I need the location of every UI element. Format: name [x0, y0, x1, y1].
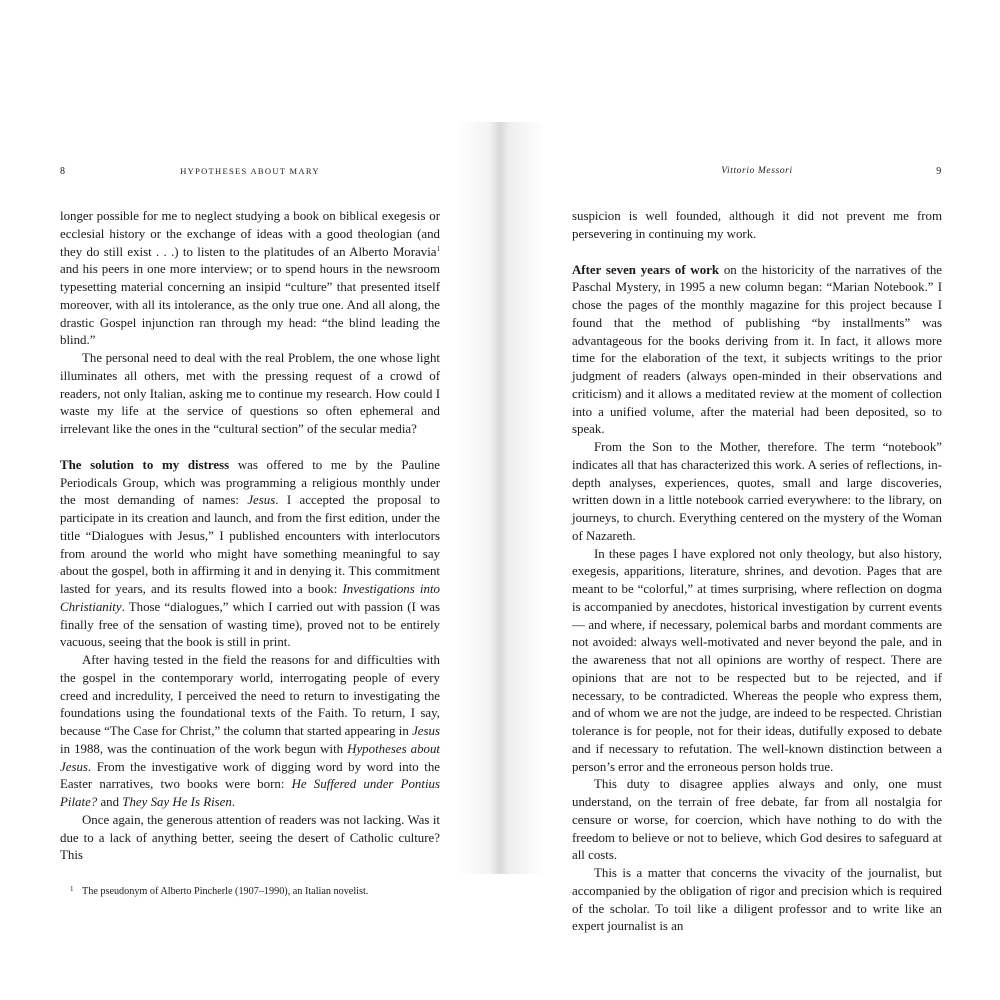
book-gutter-shadow: [455, 122, 545, 874]
paragraph: This is a matter that concerns the vivacity of the journalist, but accompanied by the obligation of rigor and precision which is required of the scholar. To toil like a diligent professor and to write like an expert journalist is an: [572, 866, 942, 934]
right-page-text: [572, 208, 942, 936]
left-page: [60, 160, 440, 898]
right-page-header: [572, 160, 942, 180]
paragraph: In these pages I have explored not only theology, but also history, exegesis, apparitions, literature, shrines, and devotion. Pages that are meant to be “colorful,” at times surprising, where reflection on dogma is accompanied by anecdotes, historical investigation by current events — and where, if necessary, polemical barbs and mordant comments are not avoided: always well-motivated and never beyond the pale, and in the awareness that not all opinions are worthy of respect. There are opinions that are not to be respected but to be rejected, and if necessary, to be contradicted. Whereas the people who express them, and of whom we are not the judge, are indeed to be respected. Christian tolerance is for people, not for their ideas, dutifully exposed to debate and if necessary to refutation. The well-known distinction between a person’s error and the erroneous person holds true.: [572, 546, 942, 774]
right-page: [572, 160, 942, 936]
paragraph: This duty to disagree applies always and only, one must understand, on the terrain of free debate, far from all nostalgia for censure or worse, for coercion, which have nothing to do with the freedom to believe or not to believe, which God desires to safeguard at all costs.: [572, 777, 942, 863]
footnote-text: The pseudonym of Alberto Pincherle (1907–1990), an Italian novelist.: [82, 886, 369, 897]
left-page-text: [60, 208, 440, 865]
running-head: Vittorio Messori: [721, 166, 793, 176]
section-paragraph: The solution to my distress was offered to me by the Pauline Periodicals Group, which was programming a religious monthly under the most demanding of names: Jesus. I accepted the proposal to participate in its creation and launch, and from the first edition, under the title “Dialogues with Jesus,” I published encounters with interlocutors from around the world who might have something meaningful to say about the gospel, both in affirming it and in denying it. This commitment lasted for years, and its results flowed into a book: Investigations into Christianity. Those “dialogues,” which I carried out with passion (I was finally free of the sensation of wasting time), proved not to be entirely vacuous, seeing that the book is still in print.: [60, 457, 440, 650]
section-paragraph: After seven years of work on the historicity of the narratives of the Paschal Mystery, in 1995 a new column began: “Marian Notebook.” I chose the pages of the monthly magazine for this project because I found that the method of publishing “by installments” was advantageous for the books deriving from it. In fact, it allows more time for the elaboration of the text, it subjects writings to the prior judgment of readers (always open-minded in their observations and criticism) and it allows a meditated review at the moment of collection into a unified volume, after the material had been deposited, so to speak.: [572, 262, 942, 437]
page-number: 8: [60, 166, 66, 177]
paragraph: After having tested in the field the reasons for and difficulties with the gospel in the contemporary world, interrogating people of every creed and incredulity, I perceived the need to return to investigating the foundations using the foundational texts of the Faith. To return, I say, because “The Case for Christ,” the column that started appearing in Jesus in 1988, was the continuation of the work begun with Hypotheses about Jesus. From the investigative work of digging word by word into the Easter narratives, two books were born: He Suffered under Pontius Pilate? and They Say He Is Risen.: [60, 653, 440, 809]
footnote-reference: 1: [436, 244, 440, 253]
footnote: [60, 885, 440, 898]
paragraph: From the Son to the Mother, therefore. The term “notebook” indicates all that has characterized this work. A series of reflections, in-depth analyses, experiences, quotes, small and large discoveries, written down in a little notebook carried everywhere: to the library, on journeys, to church. Everything centered on the mystery of the Woman of Nazareth.: [572, 440, 942, 543]
paragraph: The personal need to deal with the real Problem, the one whose light illuminates all others, met with the pressing request of a crowd of readers, not only Italian, asking me to continue my research. How could I waste my life at the service of questions so often ephemeral and irrelevant like the ones in the “cultural section” of the secular media?: [60, 351, 440, 436]
paragraph: Once again, the generous attention of readers was not lacking. Was it due to a lack of anything better, seeing the desert of Catholic culture? This: [60, 812, 440, 863]
lead-in: After seven years of work: [572, 262, 720, 277]
page-number: 9: [936, 166, 942, 177]
running-head: HYPOTHESES ABOUT MARY: [180, 166, 320, 176]
lead-in: The solution to my distress: [60, 457, 230, 472]
paragraph: longer possible for me to neglect studying a book on biblical exegesis or ecclesial history or the exchange of ideas with a good theologian (and they do still exist . . .) to listen to the platitudes of an Alberto Moravia$^1$ and his peers in one more interview; or to spend hours in the newsroom typesetting material concerning an insipid “culture” that presented itself moreover, with all its intolerance, as the only true one. And all along, the drastic Gospel injunction ran through my head: “the blind leading the blind.”: [60, 209, 440, 348]
paragraph: suspicion is well founded, although it did not prevent me from persevering in continuing my work.: [572, 209, 942, 241]
left-page-header: [60, 160, 440, 180]
footnote-mark: 1: [70, 885, 74, 893]
